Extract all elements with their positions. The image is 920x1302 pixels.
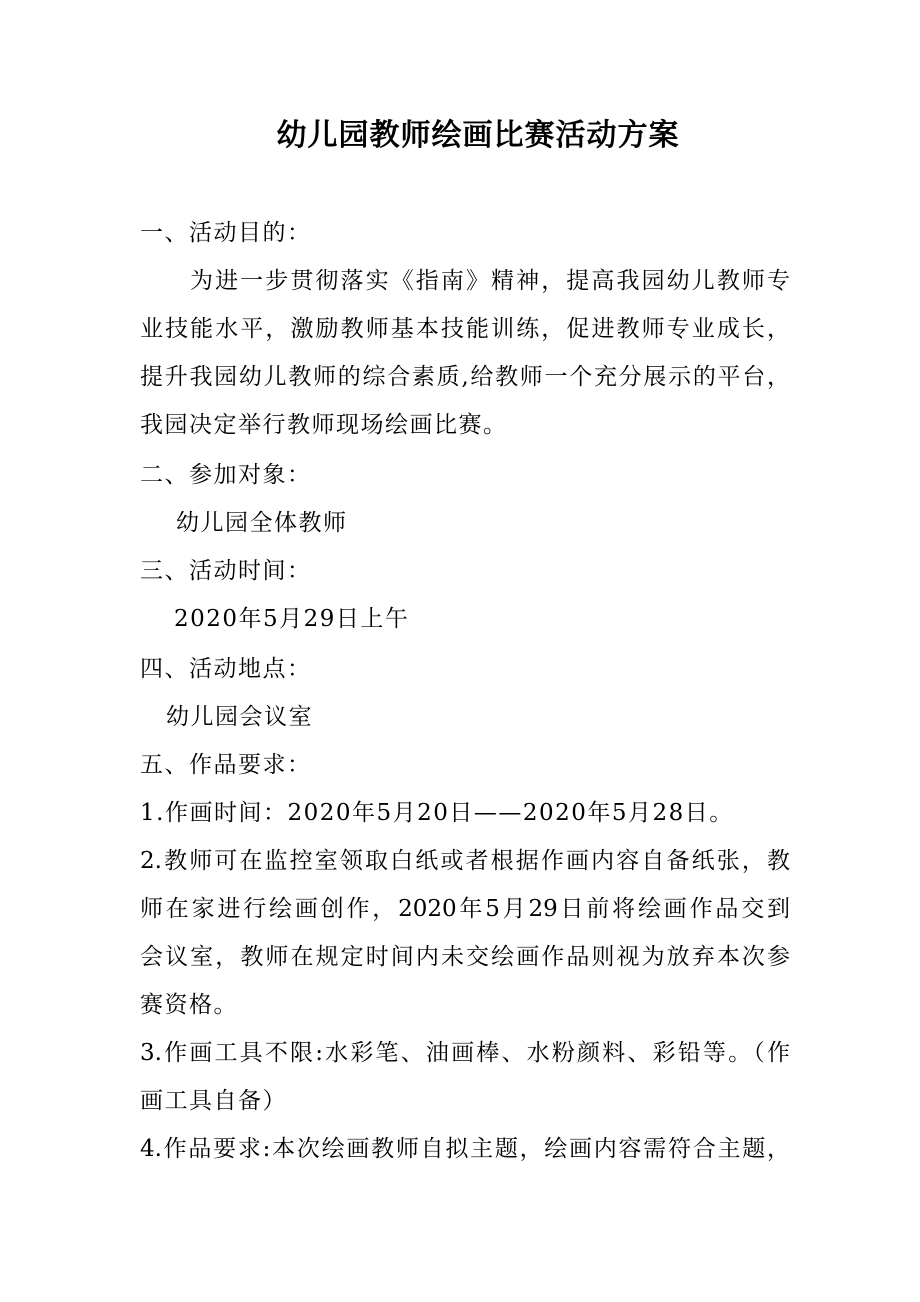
paragraph-line: 提升我园幼儿教师的综合素质,给教师一个充分展示的平台， bbox=[140, 364, 790, 390]
location-value: 幼儿园会议室 bbox=[166, 704, 313, 730]
requirement-line: 画工具自备） bbox=[140, 1088, 287, 1114]
paragraph-line: 为进一步贯彻落实《指南》精神，提高我园幼儿教师专 bbox=[190, 268, 790, 294]
section-heading-location: 四、活动地点： bbox=[140, 656, 312, 682]
section-heading-purpose: 一、活动目的： bbox=[140, 220, 312, 246]
requirement-line: 1.作画时间：2020年5月20日——2020年5月28日。 bbox=[140, 800, 734, 826]
time-value: 2020年5月29日上午 bbox=[174, 606, 410, 632]
paragraph-line: 业技能水平，激励教师基本技能训练，促进教师专业成长， bbox=[140, 316, 790, 342]
requirement-line: 3.作画工具不限:水彩笔、油画棒、水粉颜料、彩铅等。（作 bbox=[140, 1040, 790, 1066]
requirement-line: 赛资格。 bbox=[140, 992, 238, 1018]
document-title: 幼儿园教师绘画比赛活动方案 bbox=[276, 118, 680, 153]
requirement-line: 会议室，教师在规定时间内未交绘画作品则视为放弃本次参 bbox=[140, 944, 790, 970]
requirement-line: 师在家进行绘画创作，2020年5月29日前将绘画作品交到 bbox=[140, 896, 790, 922]
section-heading-time: 三、活动时间： bbox=[140, 558, 312, 584]
section-heading-participants: 二、参加对象： bbox=[140, 462, 312, 488]
participants-value: 幼儿园全体教师 bbox=[176, 510, 348, 536]
requirement-line: 4.作品要求:本次绘画教师自拟主题，绘画内容需符合主题， bbox=[140, 1136, 790, 1162]
paragraph-line: 我园决定举行教师现场绘画比赛。 bbox=[140, 412, 508, 438]
requirement-line: 2.教师可在监控室领取白纸或者根据作画内容自备纸张，教 bbox=[140, 848, 790, 874]
section-heading-requirements: 五、作品要求： bbox=[140, 752, 312, 778]
